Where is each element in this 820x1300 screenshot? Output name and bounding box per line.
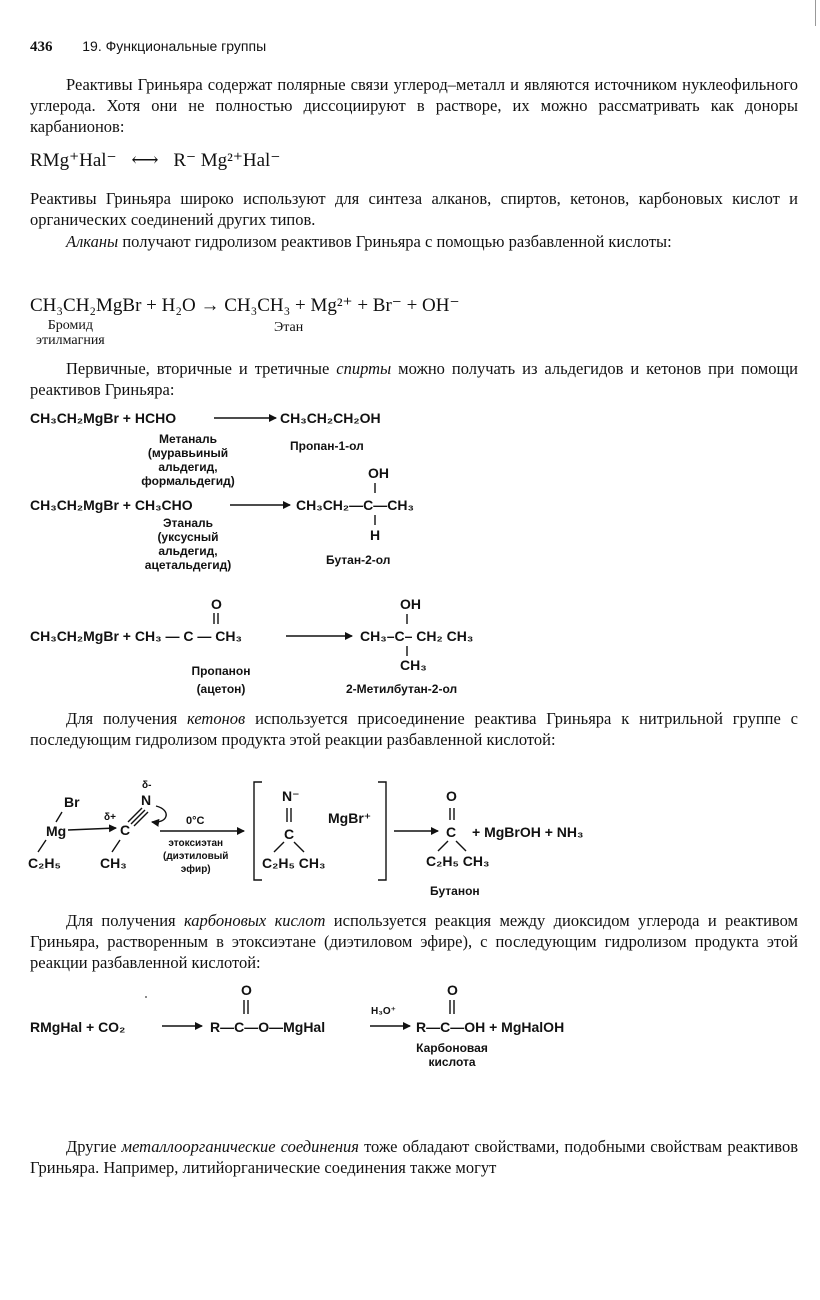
rxn4-bond-mg-c2h5 <box>38 840 46 852</box>
paragraph-ketones-text-b: используется присоединение реактива Гриньяра к нитрильной группе с последующим гидролизом продукта этой реакции разбавленной кислотой: <box>30 709 798 749</box>
term-alkanes: Алканы <box>66 232 119 251</box>
paragraph-uses: Реактивы Гриньяра широко используют для синтеза алканов, спиртов, кетонов, карбоновых кислот и органических соединений других типов. <box>30 189 798 229</box>
label-bromide: Бромид <box>47 318 93 333</box>
rxn4-bond-c-ch3 <box>112 840 120 852</box>
paragraph-alkanes-text: получают гидролизом реактивов Гриньяра с помощью разбавленной кислоты: <box>118 232 672 251</box>
rxn4-br: Br <box>64 794 80 810</box>
equation-alkane-hydrolysis: CH₃CH₂MgBr + H₂O → CH₃CH₃ + Mg²⁺ + Br⁻ + OH⁻ <box>30 295 460 316</box>
paragraph-alcohols-text-a: Первичные, вторичные и третичные <box>66 359 337 378</box>
eq1-right: R⁻ Mg²⁺Hal⁻ <box>173 150 281 171</box>
rxn5-o2: O <box>447 982 458 998</box>
rxn4-product-label: Бутанон <box>430 884 480 898</box>
rxn4-product-substituents: C₂H₅ CH₃ <box>426 853 490 869</box>
rxn4-product-c: C <box>446 824 457 840</box>
rxn4-n-minus: N⁻ <box>282 788 300 804</box>
rxn3-ketone-chain: — C — CH₃ <box>165 628 242 644</box>
label-carboxylic: Карбоновая <box>416 1041 488 1055</box>
term-ketones: кетонов <box>187 709 246 728</box>
page-number: 436 <box>30 39 53 55</box>
rxn4-cond-temp: 0°C <box>186 815 205 827</box>
rxn2-oh: OH <box>368 465 389 481</box>
label-acetone: (ацетон) <box>196 682 246 696</box>
label-acid: кислота <box>428 1055 476 1069</box>
rxn4-curly-arrow <box>152 806 166 822</box>
rxn4-product-o: O <box>446 788 457 804</box>
rxn4-bracket-c: C <box>284 826 295 842</box>
rxn4-bracket-substituents: C₂H₅ CH₃ <box>262 855 326 871</box>
rxn4-byproducts: + MgBrOH + NH₃ <box>472 824 584 840</box>
label-ethane: Этан <box>274 320 304 335</box>
rxn4-mgbr-plus: MgBr⁺ <box>328 810 372 826</box>
rxn2-reactants: CH₃CH₂MgBr + CH₃CHO <box>30 497 193 513</box>
rxn3-product-label: 2-Метилбутан-2-ол <box>346 682 458 696</box>
rxn3-ch3: CH₃ <box>400 657 427 673</box>
cond-diethyl: (диэтиловый <box>163 851 229 862</box>
rxn3-product-a: CH₃– <box>360 628 395 644</box>
rxn4-bond-mg-br <box>56 812 62 822</box>
rxn3-reactants-text: CH₃CH₂MgBr + CH₃ <box>30 628 162 644</box>
rxn3-oh: OH <box>400 596 421 612</box>
eq1-arrow: ⟷ <box>131 150 159 171</box>
term-alcohols: спирты <box>336 359 392 378</box>
rxn4-mg: Mg <box>46 823 67 839</box>
rxn4-prod-bond-l <box>438 841 448 851</box>
rxn2-product-carbon: C <box>363 497 374 513</box>
label-acetaldehyde: ацетальдегид) <box>144 558 232 572</box>
label-aldehyde-2: альдегид, <box>158 544 218 558</box>
rxn5-intermediate: R—C—O—MgHal <box>210 1019 326 1035</box>
paragraph-acids-text-a: Для получения <box>66 911 184 930</box>
eq1-left: RMg⁺Hal⁻ <box>30 150 117 171</box>
rxn4-n: N <box>141 792 152 808</box>
label-aldehyde: альдегид, <box>158 460 218 474</box>
rxn3-product-carbon: C <box>394 628 405 644</box>
rxn2-product-left: CH₃CH₂— <box>296 497 364 513</box>
rxn4-br-bond-r <box>294 842 304 852</box>
rxn4-bracket-right <box>378 782 386 880</box>
scan-dot <box>145 996 147 998</box>
rxn1-reactants: CH₃CH₂MgBr + HCHO <box>30 410 177 426</box>
rxn4-prod-bond-r <box>456 841 466 851</box>
rxn4-delta-minus: δ- <box>142 780 152 791</box>
paragraph-organometallic-text-a: Другие <box>66 1137 122 1156</box>
chapter-title: 19. Функциональные группы <box>82 38 267 54</box>
rxn1-product-label: Пропан-1-ол <box>290 439 364 453</box>
label-methanal: Метаналь <box>159 432 217 446</box>
label-formaldehyde: формальдегид) <box>141 474 235 488</box>
label-ethylmagnesium: этилмагния <box>36 333 105 348</box>
rxn3-ketone-o: O <box>211 596 222 612</box>
rxn4-ch3: CH₃ <box>100 855 127 871</box>
rxn5-h3o-condition: H₃O⁺ <box>371 1006 396 1017</box>
rxn2-product-label: Бутан-2-ол <box>326 553 391 567</box>
paragraph-intro: Реактивы Гриньяра содержат полярные связи углерод–металл и являются источником нуклеофильного углерода. Хотя они не полностью диссоциируют в растворе, их можно рассматривать как доноры карбанионов: <box>30 75 798 136</box>
cond-ethoxyethane: этоксиэтан <box>168 838 224 849</box>
paragraph-acids-text-b: используется реакция между диоксидом углерода и реактивом Гриньяра, растворенным в этоксиэтане (диэтиловом эфире), с последующим гидролизом продукта этой реакции разбавленной кислотой: <box>30 911 798 972</box>
rxn4-bond-mg-c <box>68 828 116 830</box>
rxn5-products: R—C—OH + MgHalOH <box>416 1019 565 1035</box>
term-carboxylic-acids: карбоновых кислот <box>184 911 326 930</box>
rxn5-o1: O <box>241 982 252 998</box>
label-acetic: (уксусный <box>157 530 219 544</box>
rxn1-product: CH₃CH₂CH₂OH <box>280 410 381 426</box>
paragraph-ketones-text-a: Для получения <box>66 709 188 728</box>
rxn2-h: H <box>370 527 381 543</box>
rxn3-product-b: – CH₂ CH₃ <box>404 628 474 644</box>
rxn4-delta-plus: δ+ <box>104 812 116 823</box>
term-organometallic: металлоорганические соединения <box>121 1137 359 1156</box>
rxn4-c2h5: C₂H₅ <box>28 855 61 871</box>
label-ethanal: Этаналь <box>162 516 213 530</box>
paragraph-alcohols-text-b: можно получать из альдегидов и кетонов при помощи реактивов Гриньяра: <box>30 359 798 399</box>
rxn2-product-right: —CH₃ <box>373 497 414 513</box>
rxn4-c: C <box>120 822 131 838</box>
cond-ether: эфир) <box>180 864 211 875</box>
paragraph-organometallic-text-b: тоже обладают свойствами, подобными свойствам реактивов Гриньяра. Например, литийорганические соединения также могут <box>30 1137 798 1177</box>
rxn4-br-bond-l <box>274 842 284 852</box>
rxn4-bracket-left <box>254 782 262 880</box>
label-formic: (муравьиный <box>147 446 229 460</box>
rxn5-reactants: RMgHal + CO₂ <box>30 1019 126 1035</box>
label-propanone: Пропанон <box>191 664 251 678</box>
